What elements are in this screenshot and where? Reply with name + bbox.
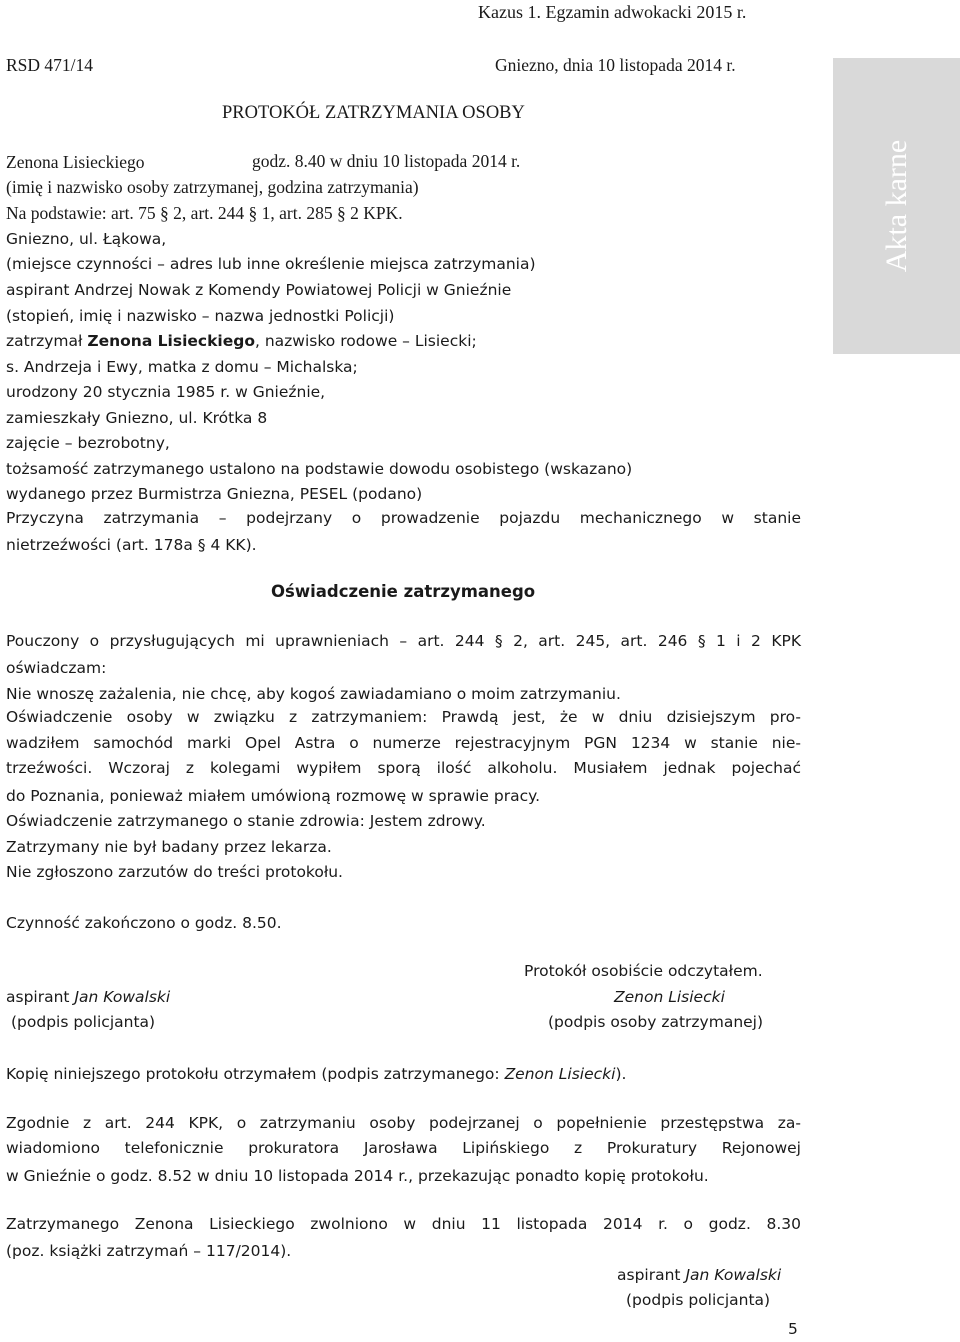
- detention-time: godz. 8.40 w dniu 10 listopada 2014 r.: [252, 151, 521, 171]
- final-signature: [617, 1266, 781, 1284]
- final-caption: (podpis policjanta): [626, 1291, 771, 1309]
- person-sig: Zenon Lisiecki: [614, 988, 725, 1006]
- side-tab: [833, 58, 960, 354]
- place: Gniezno, ul. Łąkowa,: [6, 230, 167, 248]
- reason-line-1: Przyczyna zatrzymania – podejrzany o prowadzenie pojazdu mechanicznego w stanie: [6, 509, 801, 527]
- legal-basis: Na podstawie: art. 75 § 2, art. 244 § 1, art. 285 § 2 KPK.: [6, 203, 403, 223]
- read-note: Protokół osobiście odczytałem.: [524, 962, 763, 980]
- issued: wydanego przez Burmistrza Gniezna, PESEL (podano): [6, 485, 423, 503]
- final-rank: aspirant: [617, 1266, 681, 1284]
- copy-note: [6, 1063, 626, 1085]
- statement-line: wadziłem samochód marki Opel Astra o numerze rejestracyjnym PGN 1234 w stanie nie-: [6, 734, 801, 752]
- person-caption: (podpis osoby zatrzymanej): [548, 1013, 764, 1031]
- statement-heading: Oświadczenie zatrzymanego: [271, 582, 536, 601]
- detained-prefix: zatrzymał: [6, 332, 83, 350]
- hint-person: (imię i nazwisko osoby zatrzymanej, godzina zatrzymania): [6, 177, 419, 197]
- officer-rank: aspirant: [6, 988, 70, 1006]
- detained-suffix: , nazwisko rodowe – Lisiecki;: [254, 332, 477, 350]
- born: urodzony 20 stycznia 1985 r. w Gnieźnie,: [6, 383, 326, 401]
- copy-note-suffix: ).: [615, 1065, 627, 1083]
- identity: tożsamość zatrzymanego ustalono na podstawie dowodu osobistego (wskazano): [6, 460, 633, 478]
- officer: aspirant Andrzej Nowak z Komendy Powiatowej Policji w Gnieźnie: [6, 281, 512, 299]
- notice-line: w Gnieźnie o godz. 8.52 w dniu 10 listopada 2014 r., przekazując ponadto kopię protokołu.: [6, 1167, 709, 1185]
- place-date: Gniezno, dnia 10 listopada 2014 r.: [495, 55, 736, 75]
- officer-sig: Jan Kowalski: [74, 988, 171, 1006]
- document-title: PROTOKÓŁ ZATRZYMANIA OSOBY: [222, 103, 525, 123]
- statement-line: oświadczam:: [6, 659, 107, 677]
- detained-name: Zenona Lisieckiego: [87, 332, 255, 350]
- side-tab-label: Akta karne: [879, 139, 913, 273]
- copy-note-sig: Zenon Lisiecki: [504, 1065, 616, 1083]
- detained-line: [6, 330, 477, 352]
- reason-line-2: nietrzeźwości (art. 178a § 4 KK).: [6, 536, 257, 554]
- case-number: RSD 471/14: [6, 55, 94, 75]
- statement-line: Zatrzymany nie był badany przez lekarza.: [6, 838, 332, 856]
- release-line: (poz. książki zatrzymań – 117/2014).: [6, 1242, 292, 1260]
- person-name: Zenona Lisieckiego: [6, 152, 145, 172]
- statement-line: Oświadczenie osoby w związku z zatrzymaniem: Prawdą jest, że w dniu dzisiejszym pro-: [6, 708, 801, 726]
- parents: s. Andrzeja i Ewy, matka z domu – Michalska;: [6, 358, 358, 376]
- occupation: zajęcie – bezrobotny,: [6, 434, 170, 452]
- statement-line: Pouczony o przysługujących mi uprawnieniach – art. 244 § 2, art. 245, art. 246 § 1 i 2 KPK: [6, 632, 801, 650]
- ended-note: Czynność zakończono o godz. 8.50.: [6, 914, 282, 932]
- running-header: Kazus 1. Egzamin adwokacki 2015 r.: [478, 2, 747, 22]
- hint-officer: (stopień, imię i nazwisko – nazwa jednostki Policji): [6, 307, 395, 325]
- notice-line: wiadomiono telefonicznie prokuratora Jarosława Lipińskiego z Prokuratury Rejonowej: [6, 1139, 801, 1157]
- officer-caption: (podpis policjanta): [11, 1013, 156, 1031]
- address: zamieszkały Gniezno, ul. Krótka 8: [6, 409, 268, 427]
- statement-line: Nie zgłoszono zarzutów do treści protokołu.: [6, 863, 343, 881]
- release-line: Zatrzymanego Zenona Lisieckiego zwolniono w dniu 11 listopada 2014 r. o godz. 8.30: [6, 1215, 801, 1233]
- officer-signature: [6, 988, 170, 1006]
- notice-line: Zgodnie z art. 244 KPK, o zatrzymaniu osoby podejrzanej o popełnienie przestępstwa za-: [6, 1114, 801, 1132]
- statement-line: do Poznania, ponieważ miałem umówioną rozmowę w sprawie pracy.: [6, 787, 541, 805]
- hint-place: (miejsce czynności – adres lub inne określenie miejsca zatrzymania): [6, 255, 536, 273]
- statement-line: Oświadczenie zatrzymanego o stanie zdrowia: Jestem zdrowy.: [6, 812, 486, 830]
- final-sig: Jan Kowalski: [685, 1266, 782, 1284]
- statement-line: trzeźwości. Wczoraj z kolegami wypiłem sporą ilość alkoholu. Musiałem jednak pojechać: [6, 759, 801, 777]
- copy-note-prefix: Kopię niniejszego protokołu otrzymałem (podpis zatrzymanego:: [6, 1065, 500, 1083]
- statement-line: Nie wnoszę zażalenia, nie chcę, aby kogoś zawiadamiano o moim zatrzymaniu.: [6, 685, 621, 703]
- page-number: 5: [788, 1320, 798, 1338]
